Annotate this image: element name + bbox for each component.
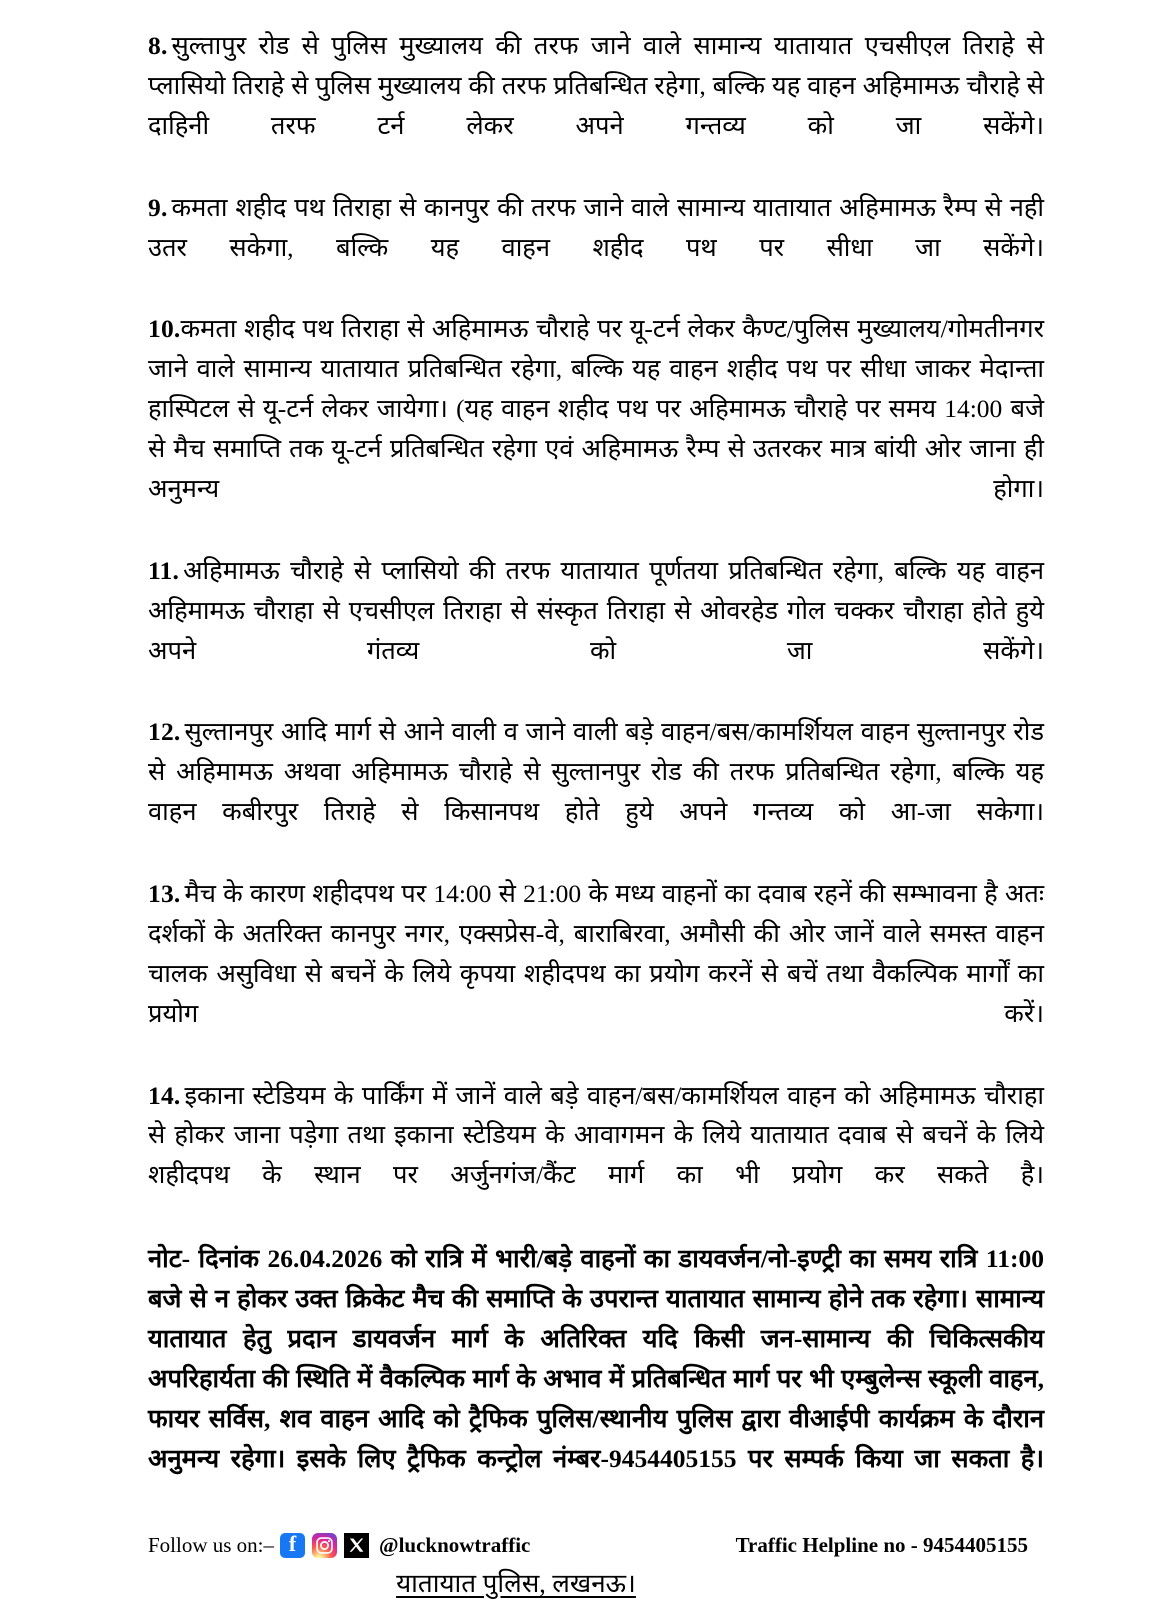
follow-us-row xyxy=(148,1533,1044,1558)
clause-8-number: 8. xyxy=(148,31,168,60)
issuing-authority: यातायात पुलिस, लखनऊ। xyxy=(396,1568,636,1598)
clause-13 xyxy=(148,874,1044,1074)
clause-9-text: कमता शहीद पथ तिराहा से कानपुर की तरफ जाने वाले सामान्य यातायात अहिमामऊ रैम्प से नही उतर सकेगा, बल्कि यह वाहन शहीद पथ पर सीधा जा सकेंगे। xyxy=(148,192,1044,262)
clause-13-text: मैच के कारण शहीदपथ पर 14:00 से 21:00 के मध्य वाहनों का दवाब रहनें की सम्भावना है अतः दर्शकों के अतरिक्त कानपुर नगर, एक्सप्रेस-वे, बाराबिरवा, अमौसी की ओर जानें वाले समस्त वाहन चालक असुविधा से बचनें के लिये कृपया शहीदपथ का प्रयोग करनें से बचें तथा वैकल्पिक मार्गों का प्रयोग करें। xyxy=(148,879,1044,1028)
clause-14-text: इकाना स्टेडियम के पार्किंग में जानें वाले बड़े वाहन/बस/कामर्शियल वाहन को अहिमामऊ चौराहा से होकर जाना पड़ेगा तथा इकाना स्टेडियम के आवागमन के लिये यातायात दवाब से बचनें के लिये शहीदपथ के स्थान पर अर्जुनगंज/कैंट मार्ग का भी प्रयोग कर सकते है। xyxy=(148,1080,1044,1190)
note-block: नोट- दिनांक 26.04.2026 को रात्रि में भारी/बड़े वाहनों का डायवर्जन/नो-इण्ट्री का समय रात्रि 11:00 बजे से न होकर उक्त क्रिकेट मैच की समाप्ति के उपरान्त यातायात सामान्य होने तक रहेगा। सामान्य यातायात हेतु प्रदान डायवर्जन मार्ग के अतिरिक्त यदि किसी जन-सामान्य की चिकित्सकीय अपरिहार्यता की स्थिति में वैकल्पिक मार्ग के अभाव में प्रतिबन्धित मार्ग पर भी एम्बुलेन्स स्कूली वाहन, फायर सर्विस, शव वाहन आदि को ट्रैफिक पुलिस/स्थानीय पुलिस द्वारा वीआईपी कार्यक्रम के दौरान अनुमन्य रहेगा। इसके लिए ट्रैफिक कन्ट्रोल नंम्बर-9454405155 पर सम्पर्क किया जा सकता है। xyxy=(148,1244,1044,1473)
clause-10 xyxy=(148,309,1044,548)
instagram-icon[interactable] xyxy=(312,1533,337,1558)
traffic-helpline-text: Traffic Helpline no - 9454405155 xyxy=(735,1532,1028,1557)
follow-us-label: Follow us on:– xyxy=(148,1532,275,1557)
clause-9-number: 9. xyxy=(148,192,168,222)
clause-8 xyxy=(148,26,1044,186)
clause-12-number: 12. xyxy=(148,717,181,747)
social-handle[interactable]: @lucknowtraffic xyxy=(379,1532,531,1557)
clause-13-number: 13. xyxy=(148,879,181,909)
clause-11-number: 11. xyxy=(148,555,180,585)
clause-14 xyxy=(148,1076,1044,1236)
instagram-glyph xyxy=(315,1536,334,1555)
clause-10-number: 10. xyxy=(148,314,181,344)
clause-9 xyxy=(148,188,1044,308)
signature-row xyxy=(148,1564,1044,1600)
clause-11-text: अहिमामऊ चौराहे से प्लासियो की तरफ यातायात पूर्णतया प्रतिबन्धित रहेगा, बल्कि यह वाहन अहिमामऊ चौराहा से एचसीएल तिराहा से संस्कृत तिराहा से ओवरहेड गोल चक्कर चौराहा होते हुये अपने गंतव्य को जा सकेंगे। xyxy=(148,555,1044,665)
social-links-group xyxy=(148,1533,530,1558)
x-twitter-icon[interactable] xyxy=(344,1533,369,1558)
document-body xyxy=(148,26,1044,1600)
clause-14-number: 14. xyxy=(148,1080,181,1110)
x-glyph xyxy=(348,1537,365,1554)
clause-12 xyxy=(148,712,1044,872)
clause-12-text: सुल्तानपुर आदि मार्ग से आने वाली व जाने वाली बड़े वाहन/बस/कामर्शियल वाहन सुल्तानपुर रोड से अहिमामऊ अथवा अहिमामऊ चौराहे से सुल्तानपुर रोड की तरफ प्रतिबन्धित रहेगा, बल्कि यह वाहन कबीरपुर तिराहे से किसानपथ होते हुये अपने गन्तव्य को आ-जा सकेगा। xyxy=(148,717,1044,827)
clause-10-text: कमता शहीद पथ तिराहा से अहिमामऊ चौराहे पर यू-टर्न लेकर कैण्ट/पुलिस मुख्यालय/गोमतीनगर जाने वाले सामान्य यातायात प्रतिबन्धित रहेगा, बल्कि यह वाहन शहीद पथ पर सीधा जाकर मेदान्ता हास्पिटल से यू-टर्न लेकर जायेगा। (यह वाहन शहीद पथ पर अहिमामऊ चौराहे पर समय 14:00 बजे से मैच समाप्ति तक यू-टर्न प्रतिबन्धित रहेगा एवं अहिमामऊ रैम्प से उतरकर मात्र बांयी ओर जाना ही अनुमन्य होगा। xyxy=(148,314,1044,503)
facebook-icon[interactable]: f xyxy=(280,1533,305,1558)
document-footer xyxy=(148,1533,1044,1600)
clause-11 xyxy=(148,551,1044,711)
clause-8-text: सुल्तापुर रोड से पुलिस मुख्यालय की तरफ जाने वाले सामान्य यातायात एचसीएल तिराहे से प्लासियो तिराहे से पुलिस मुख्यालय की तरफ प्रतिबन्धित रहेगा, बल्कि यह वाहन अहिमामऊ चौराहे से दाहिनी तरफ टर्न लेकर अपने गन्तव्य को जा सकेंगे। xyxy=(148,31,1044,140)
